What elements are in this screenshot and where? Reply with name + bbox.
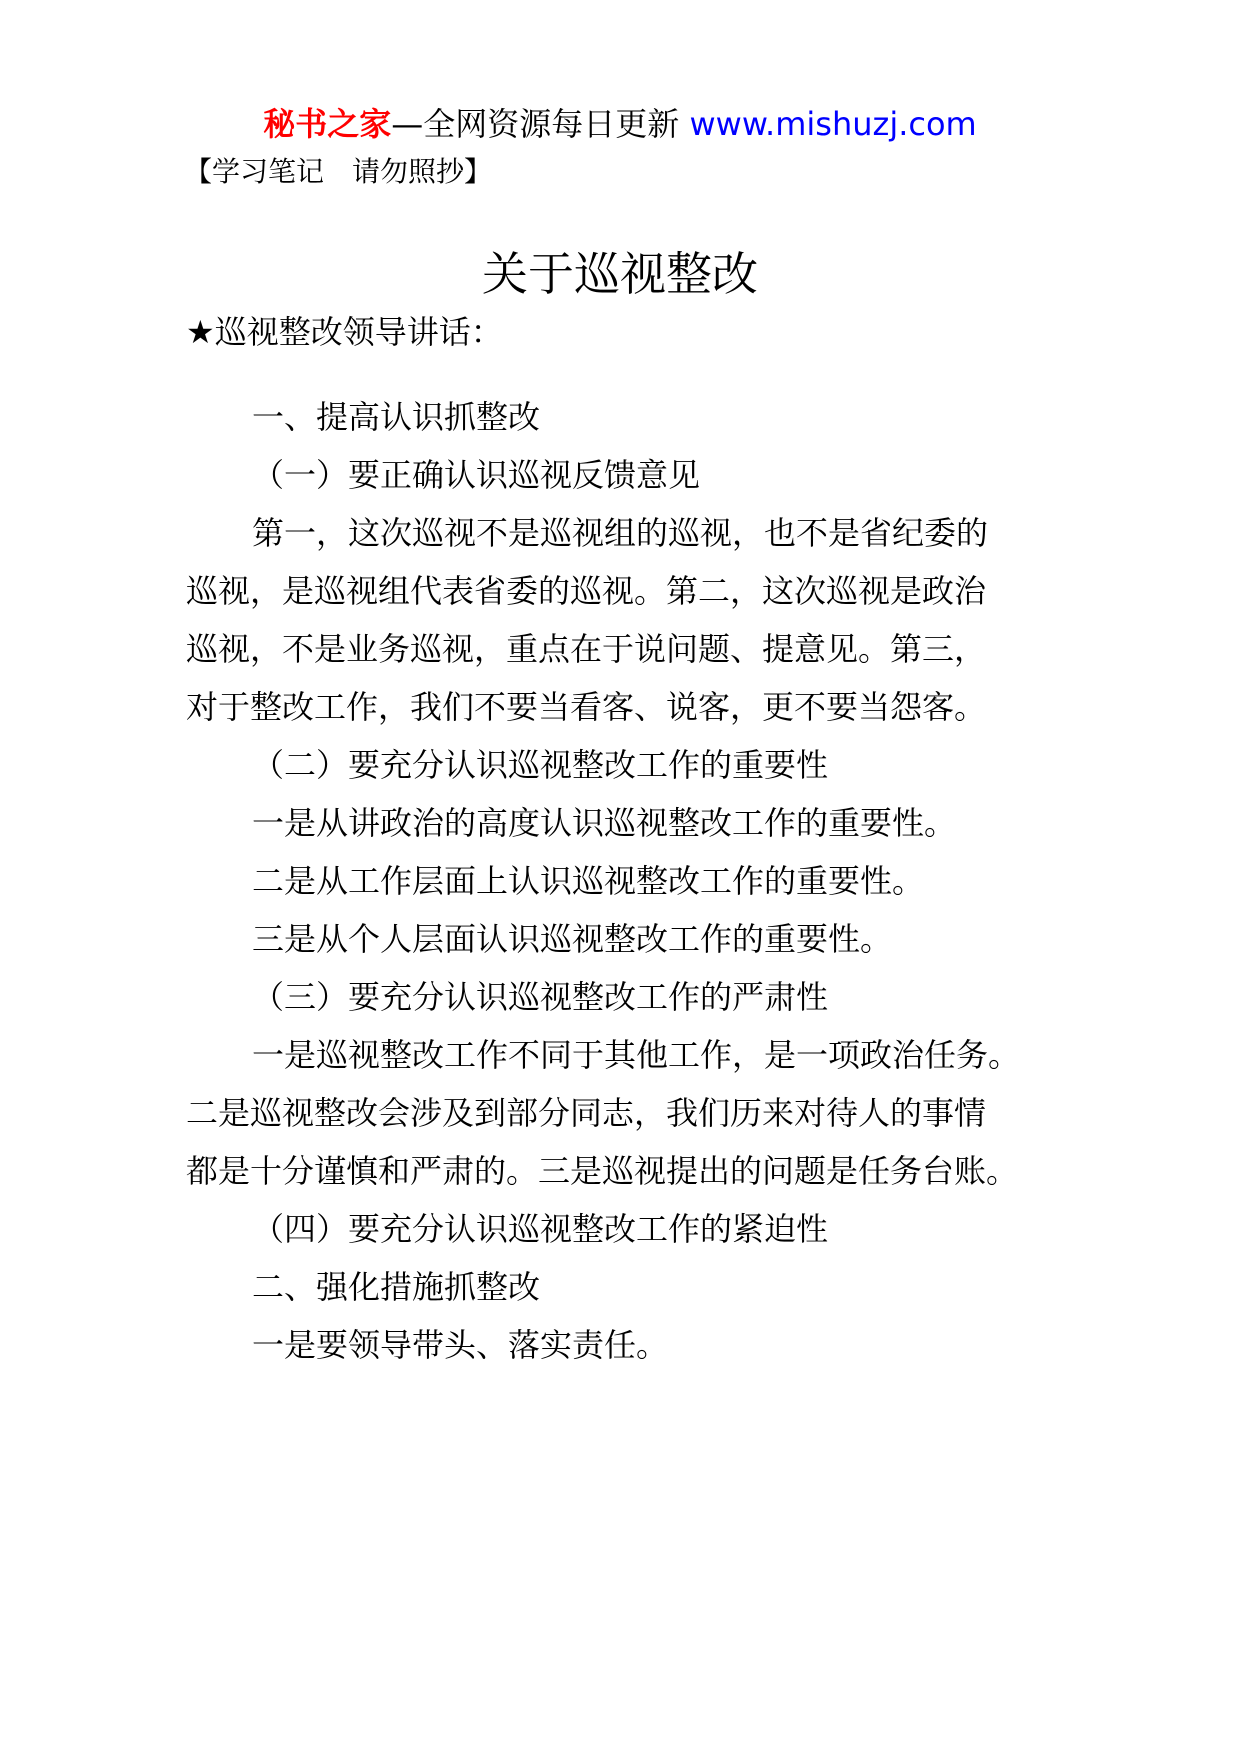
paragraph-line: 一是巡视整改工作不同于其他工作，是一项政治任务。 <box>252 1036 1021 1074</box>
paragraph-line: 对于整改工作，我们不要当看客、说客，更不要当怨客。 <box>186 688 987 726</box>
paragraph-line: 巡视，不是业务巡视，重点在于说问题、提意见。第三， <box>186 630 987 668</box>
heading-level-2: （三）要充分认识巡视整改工作的严肃性 <box>252 978 829 1016</box>
heading-level-1: 一、提高认识抓整改 <box>252 398 541 436</box>
heading-level-1: 二、强化措施抓整改 <box>252 1268 541 1306</box>
section-label: ★巡视整改领导讲话： <box>186 313 503 351</box>
study-notes-notice: 【学习笔记 请勿照抄】 <box>184 155 493 188</box>
site-url-link[interactable]: www.mishuzj.com <box>689 105 977 143</box>
paragraph-line: 三是从个人层面认识巡视整改工作的重要性。 <box>252 920 893 958</box>
brand-name: 秘书之家 <box>263 105 392 143</box>
paragraph-line: 二是巡视整改会涉及到部分同志，我们历来对待人的事情 <box>186 1094 987 1132</box>
heading-level-2: （一）要正确认识巡视反馈意见 <box>252 456 701 494</box>
paragraph-line: 都是十分谨慎和严肃的。三是巡视提出的问题是任务台账。 <box>186 1152 1019 1190</box>
document-title: 关于巡视整改 <box>482 247 758 301</box>
paragraph-line: 一是从讲政治的高度认识巡视整改工作的重要性。 <box>252 804 957 842</box>
paragraph-line: 一是要领导带头、落实责任。 <box>252 1326 669 1364</box>
heading-level-2: （二）要充分认识巡视整改工作的重要性 <box>252 746 829 784</box>
paragraph-line: 巡视，是巡视组代表省委的巡视。第二，这次巡视是政治 <box>186 572 987 610</box>
paragraph-line: 二是从工作层面上认识巡视整改工作的重要性。 <box>252 862 925 900</box>
heading-level-2: （四）要充分认识巡视整改工作的紧迫性 <box>252 1210 829 1248</box>
paragraph-line: 第一，这次巡视不是巡视组的巡视，也不是省纪委的 <box>252 514 989 552</box>
site-tagline: —全网资源每日更新 <box>391 105 690 143</box>
